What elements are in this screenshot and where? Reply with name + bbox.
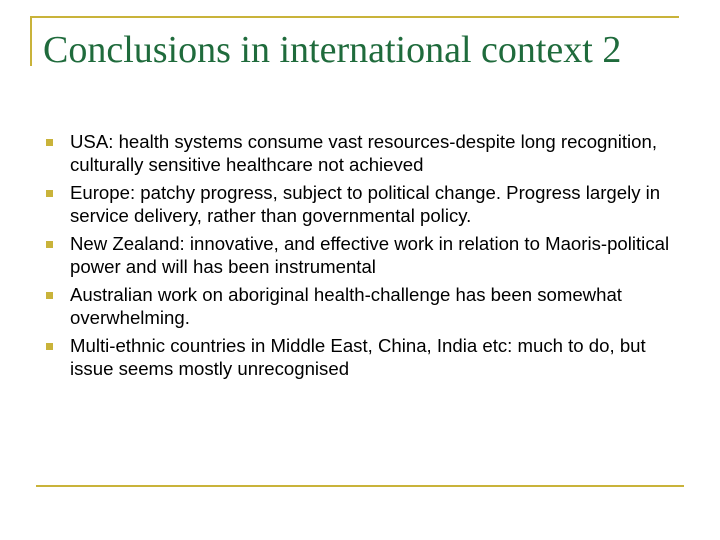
square-bullet-icon <box>46 190 53 197</box>
title-left-rule <box>30 16 32 66</box>
bullet-item <box>42 130 682 176</box>
bullet-text: Australian work on aboriginal health-challenge has been somewhat overwhelming. <box>70 284 622 328</box>
bullet-item <box>42 232 682 278</box>
bullet-item <box>42 334 682 380</box>
bottom-rule <box>36 485 684 487</box>
slide-title: Conclusions in international context 2 <box>43 29 622 71</box>
square-bullet-icon <box>46 343 53 350</box>
bullet-text: Multi-ethnic countries in Middle East, China, India etc: much to do, but issue seems mostly unrecognised <box>70 335 646 379</box>
title-top-rule <box>30 16 679 18</box>
bullet-text: New Zealand: innovative, and effective work in relation to Maoris-political power and will has been instrumental <box>70 233 670 277</box>
bullet-item <box>42 181 682 227</box>
bullet-item <box>42 283 682 329</box>
bullet-list <box>42 130 682 385</box>
square-bullet-icon <box>46 292 53 299</box>
bullet-text: USA: health systems consume vast resources-despite long recognition, culturally sensitive healthcare not achieved <box>70 131 658 175</box>
bullet-text: Europe: patchy progress, subject to political change. Progress largely in service delivery, rather than governmental policy. <box>70 182 661 226</box>
square-bullet-icon <box>46 139 53 146</box>
square-bullet-icon <box>46 241 53 248</box>
